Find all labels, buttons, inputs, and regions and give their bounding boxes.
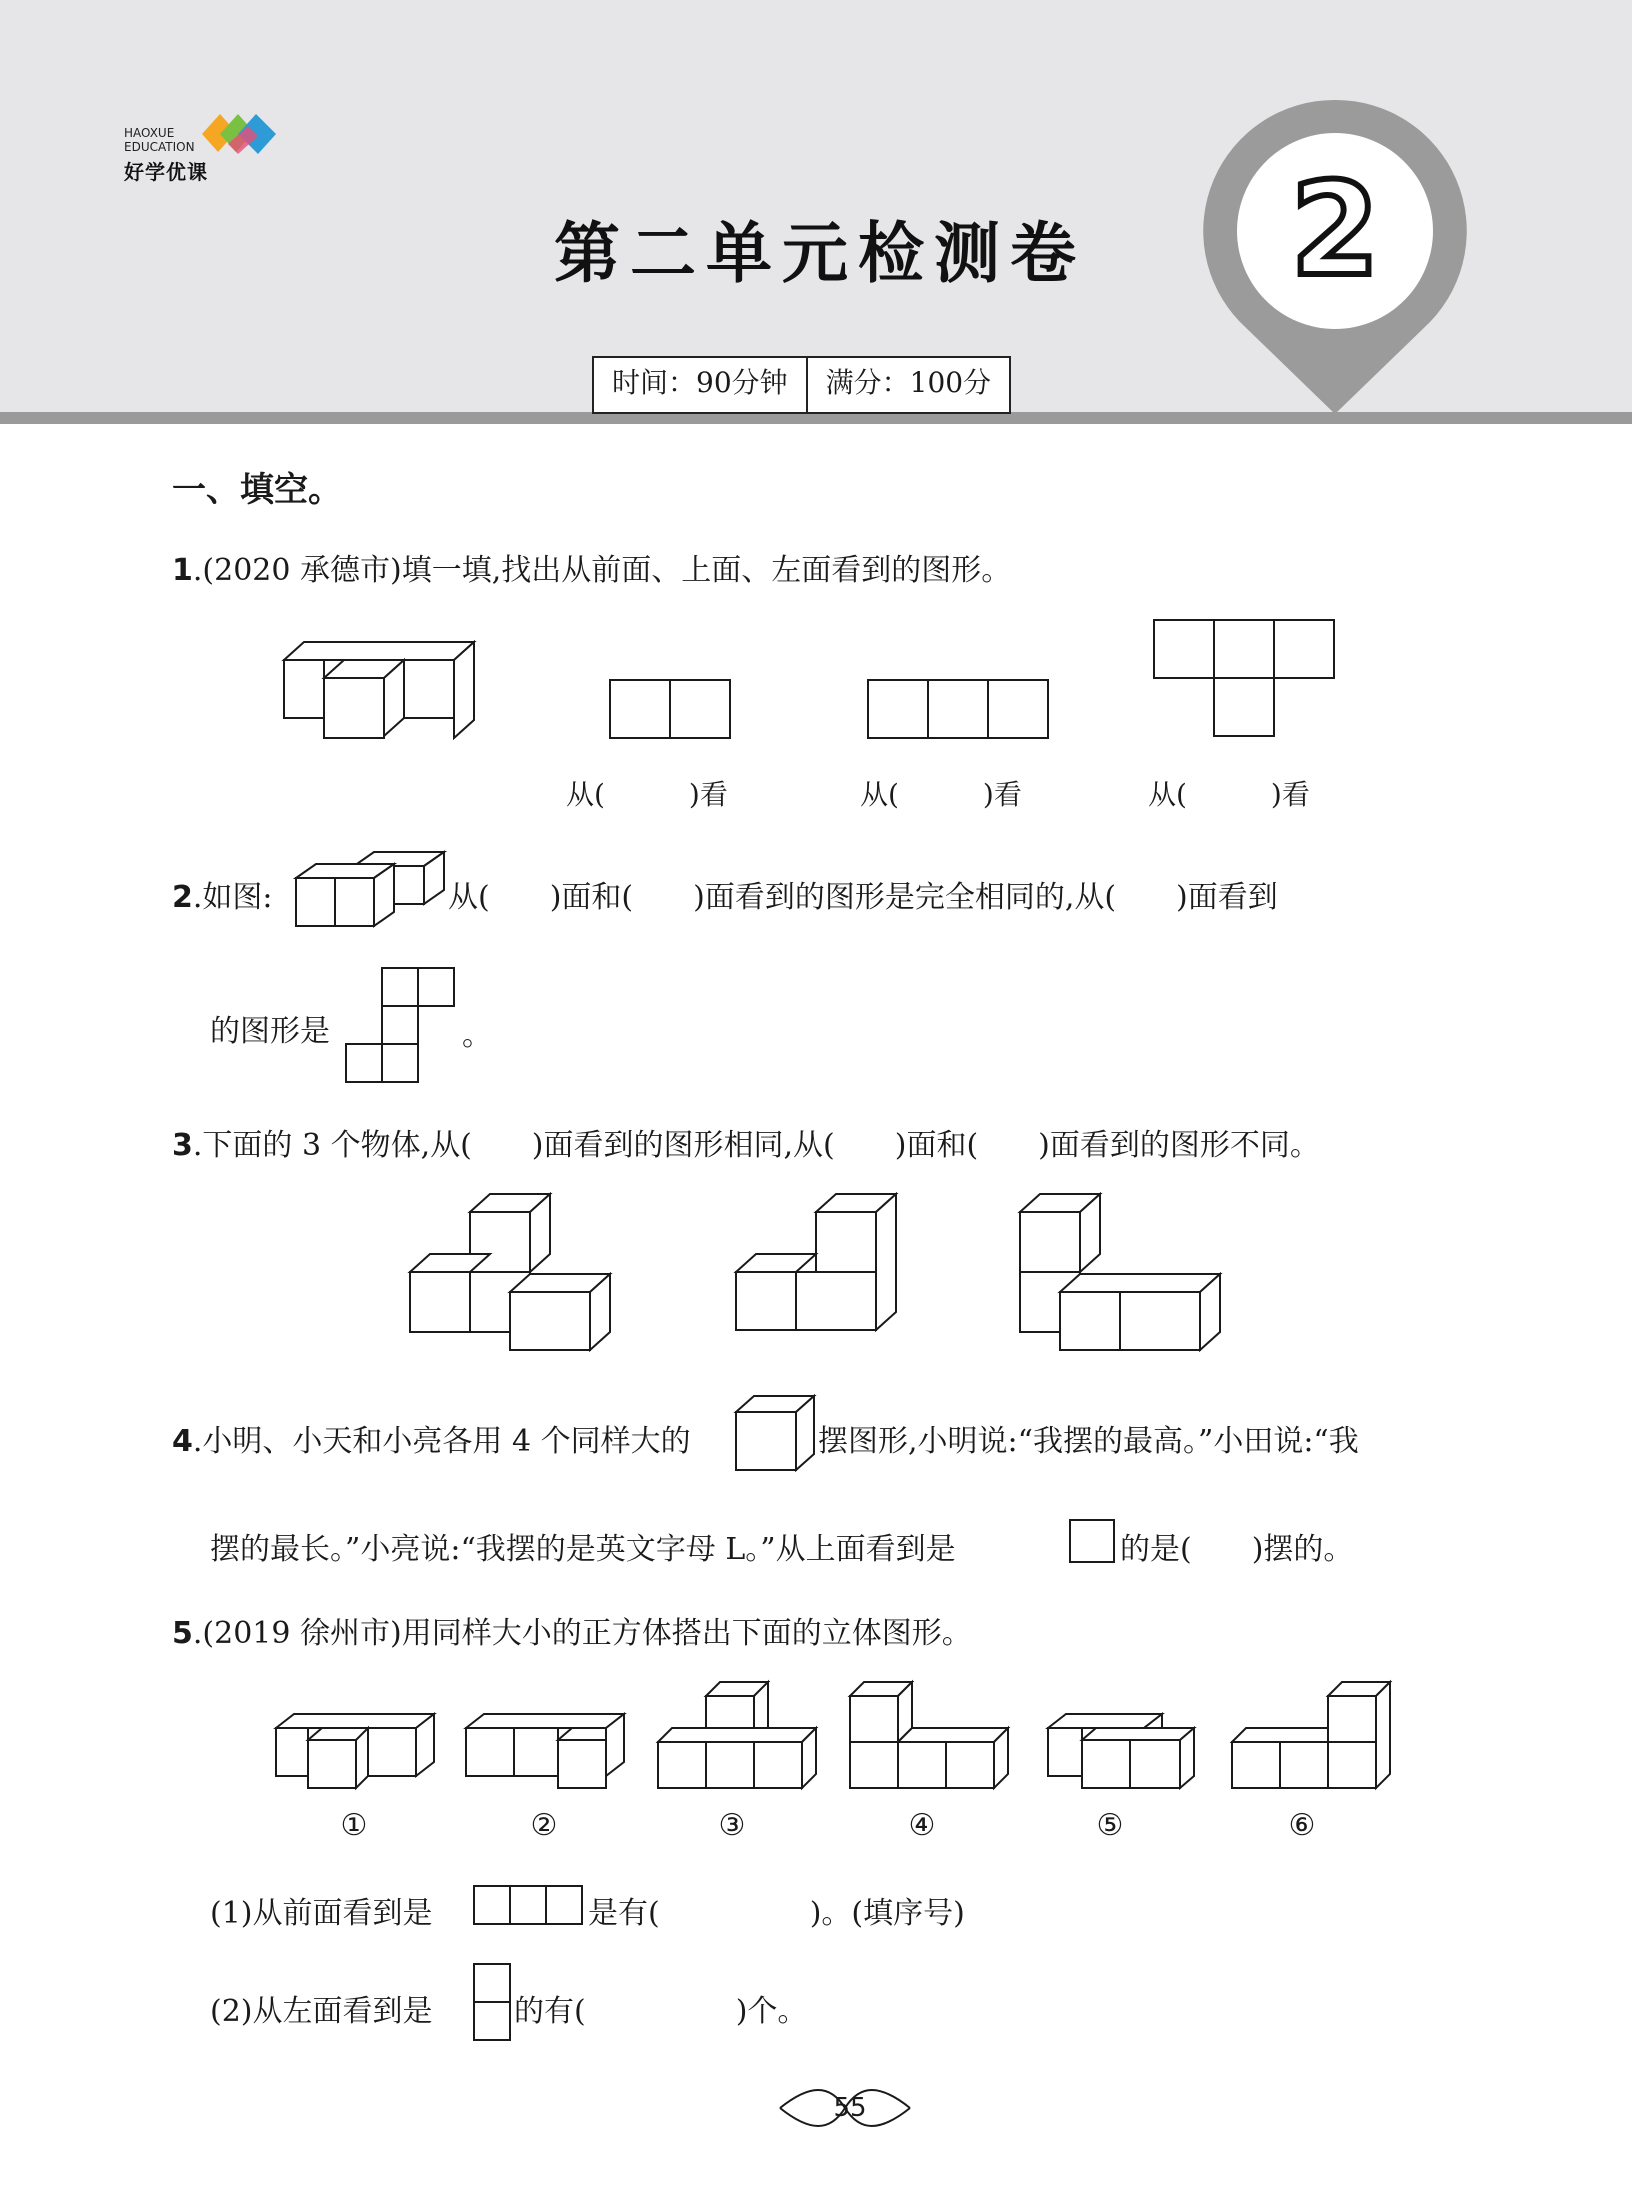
question-3-number: 3 (172, 1128, 193, 1163)
question-4-post: 摆图形,小明说:“我摆的最高。”小田说:“我 (818, 1424, 1359, 1459)
question-5 (172, 1608, 972, 1652)
question-4-number: 4 (172, 1424, 193, 1459)
q1-label-3: 从( )看 (1148, 778, 1310, 811)
logo-text-en (124, 126, 195, 154)
question-2-line2-post: 。 (462, 1018, 492, 1053)
q1-solid-figure (282, 640, 492, 740)
logo-text-cn: 好学优课 (124, 160, 208, 184)
q5-sub2-post: 的有( )个。 (514, 1994, 808, 2029)
question-4-pre: .小明、小天和小亮各用 4 个同样大的 (192, 1424, 691, 1459)
question-2-text: 从( )面和( )面看到的图形是完全相同的,从( )面看到 (448, 880, 1278, 915)
q4-square-view (1068, 1518, 1116, 1564)
question-2-pre: .如图: (192, 880, 273, 915)
q5-figure-2 (464, 1710, 626, 1792)
question-1-text: .(2020 承德市)填一填,找出从前面、上面、左面看到的图形。 (192, 553, 1012, 588)
question-5-number: 5 (172, 1616, 193, 1651)
q5-figure-3 (656, 1680, 818, 1792)
unit-number: 2 (1290, 156, 1380, 305)
q5-sub2-view (472, 1962, 512, 2042)
exam-score: 满分：100分 (806, 358, 1009, 412)
q3-figure-2 (734, 1192, 898, 1354)
question-4-lead (172, 1416, 691, 1460)
q5-figure-5 (1046, 1710, 1196, 1792)
question-4-line2-pre: 摆的最长。”小亮说:“我摆的是英文字母 L。”从上面看到是 (210, 1532, 956, 1567)
logo-line-1: HAOXUE (124, 126, 175, 140)
q5-figure-4 (848, 1680, 1010, 1792)
section-heading: 一、填空。 (172, 470, 342, 510)
q1-view-b (866, 678, 1050, 740)
question-3-text: .下面的 3 个物体,从( )面看到的图形相同,从( )面和( )面看到的图形不同。 (192, 1128, 1320, 1163)
q4-cube-icon (734, 1394, 816, 1474)
q5-number-3: ③ (718, 1808, 746, 1843)
question-2-lead (172, 872, 273, 916)
logo-mark-icon (198, 104, 280, 162)
q2-solid-figure (294, 850, 446, 928)
q5-sub1-pre: (1)从前面看到是 (210, 1896, 433, 1931)
question-3 (172, 1120, 1320, 1164)
q5-sub1-post: 是有( )。(填序号) (588, 1896, 965, 1931)
question-1 (172, 545, 1011, 589)
q5-figure-6 (1230, 1680, 1392, 1792)
q1-label-1: 从( )看 (566, 778, 728, 811)
q3-figure-1 (408, 1192, 614, 1354)
q5-sub1-view (472, 1884, 586, 1926)
q5-number-1: ① (340, 1808, 368, 1843)
q5-number-5: ⑤ (1096, 1808, 1124, 1843)
question-2-line2-pre: 的图形是 (210, 1014, 330, 1049)
q3-figure-3 (1018, 1192, 1224, 1354)
question-1-number: 1 (172, 553, 193, 588)
exam-time: 时间：90分钟 (612, 366, 788, 399)
q2-view-figure (344, 966, 458, 1084)
q5-sub2-pre: (2)从左面看到是 (210, 1994, 433, 2029)
question-5-text: .(2019 徐州市)用同样大小的正方体搭出下面的立体图形。 (192, 1616, 972, 1651)
q1-view-a (608, 678, 732, 740)
q1-label-2: 从( )看 (860, 778, 1022, 811)
page-number: 55 (833, 2093, 867, 2123)
question-2-number: 2 (172, 880, 193, 915)
question-4-line2-post: 的是( )摆的。 (1120, 1532, 1354, 1567)
exam-meta-box (592, 356, 1011, 414)
q1-view-c (1152, 618, 1336, 740)
q5-number-2: ② (530, 1808, 558, 1843)
q5-number-6: ⑥ (1288, 1808, 1316, 1843)
logo-line-2: EDUCATION (124, 140, 195, 154)
q5-figure-1 (274, 1710, 436, 1792)
q5-number-4: ④ (908, 1808, 936, 1843)
page-title: 第二单元检测卷 (554, 215, 1086, 292)
unit-badge-icon (1200, 96, 1470, 418)
